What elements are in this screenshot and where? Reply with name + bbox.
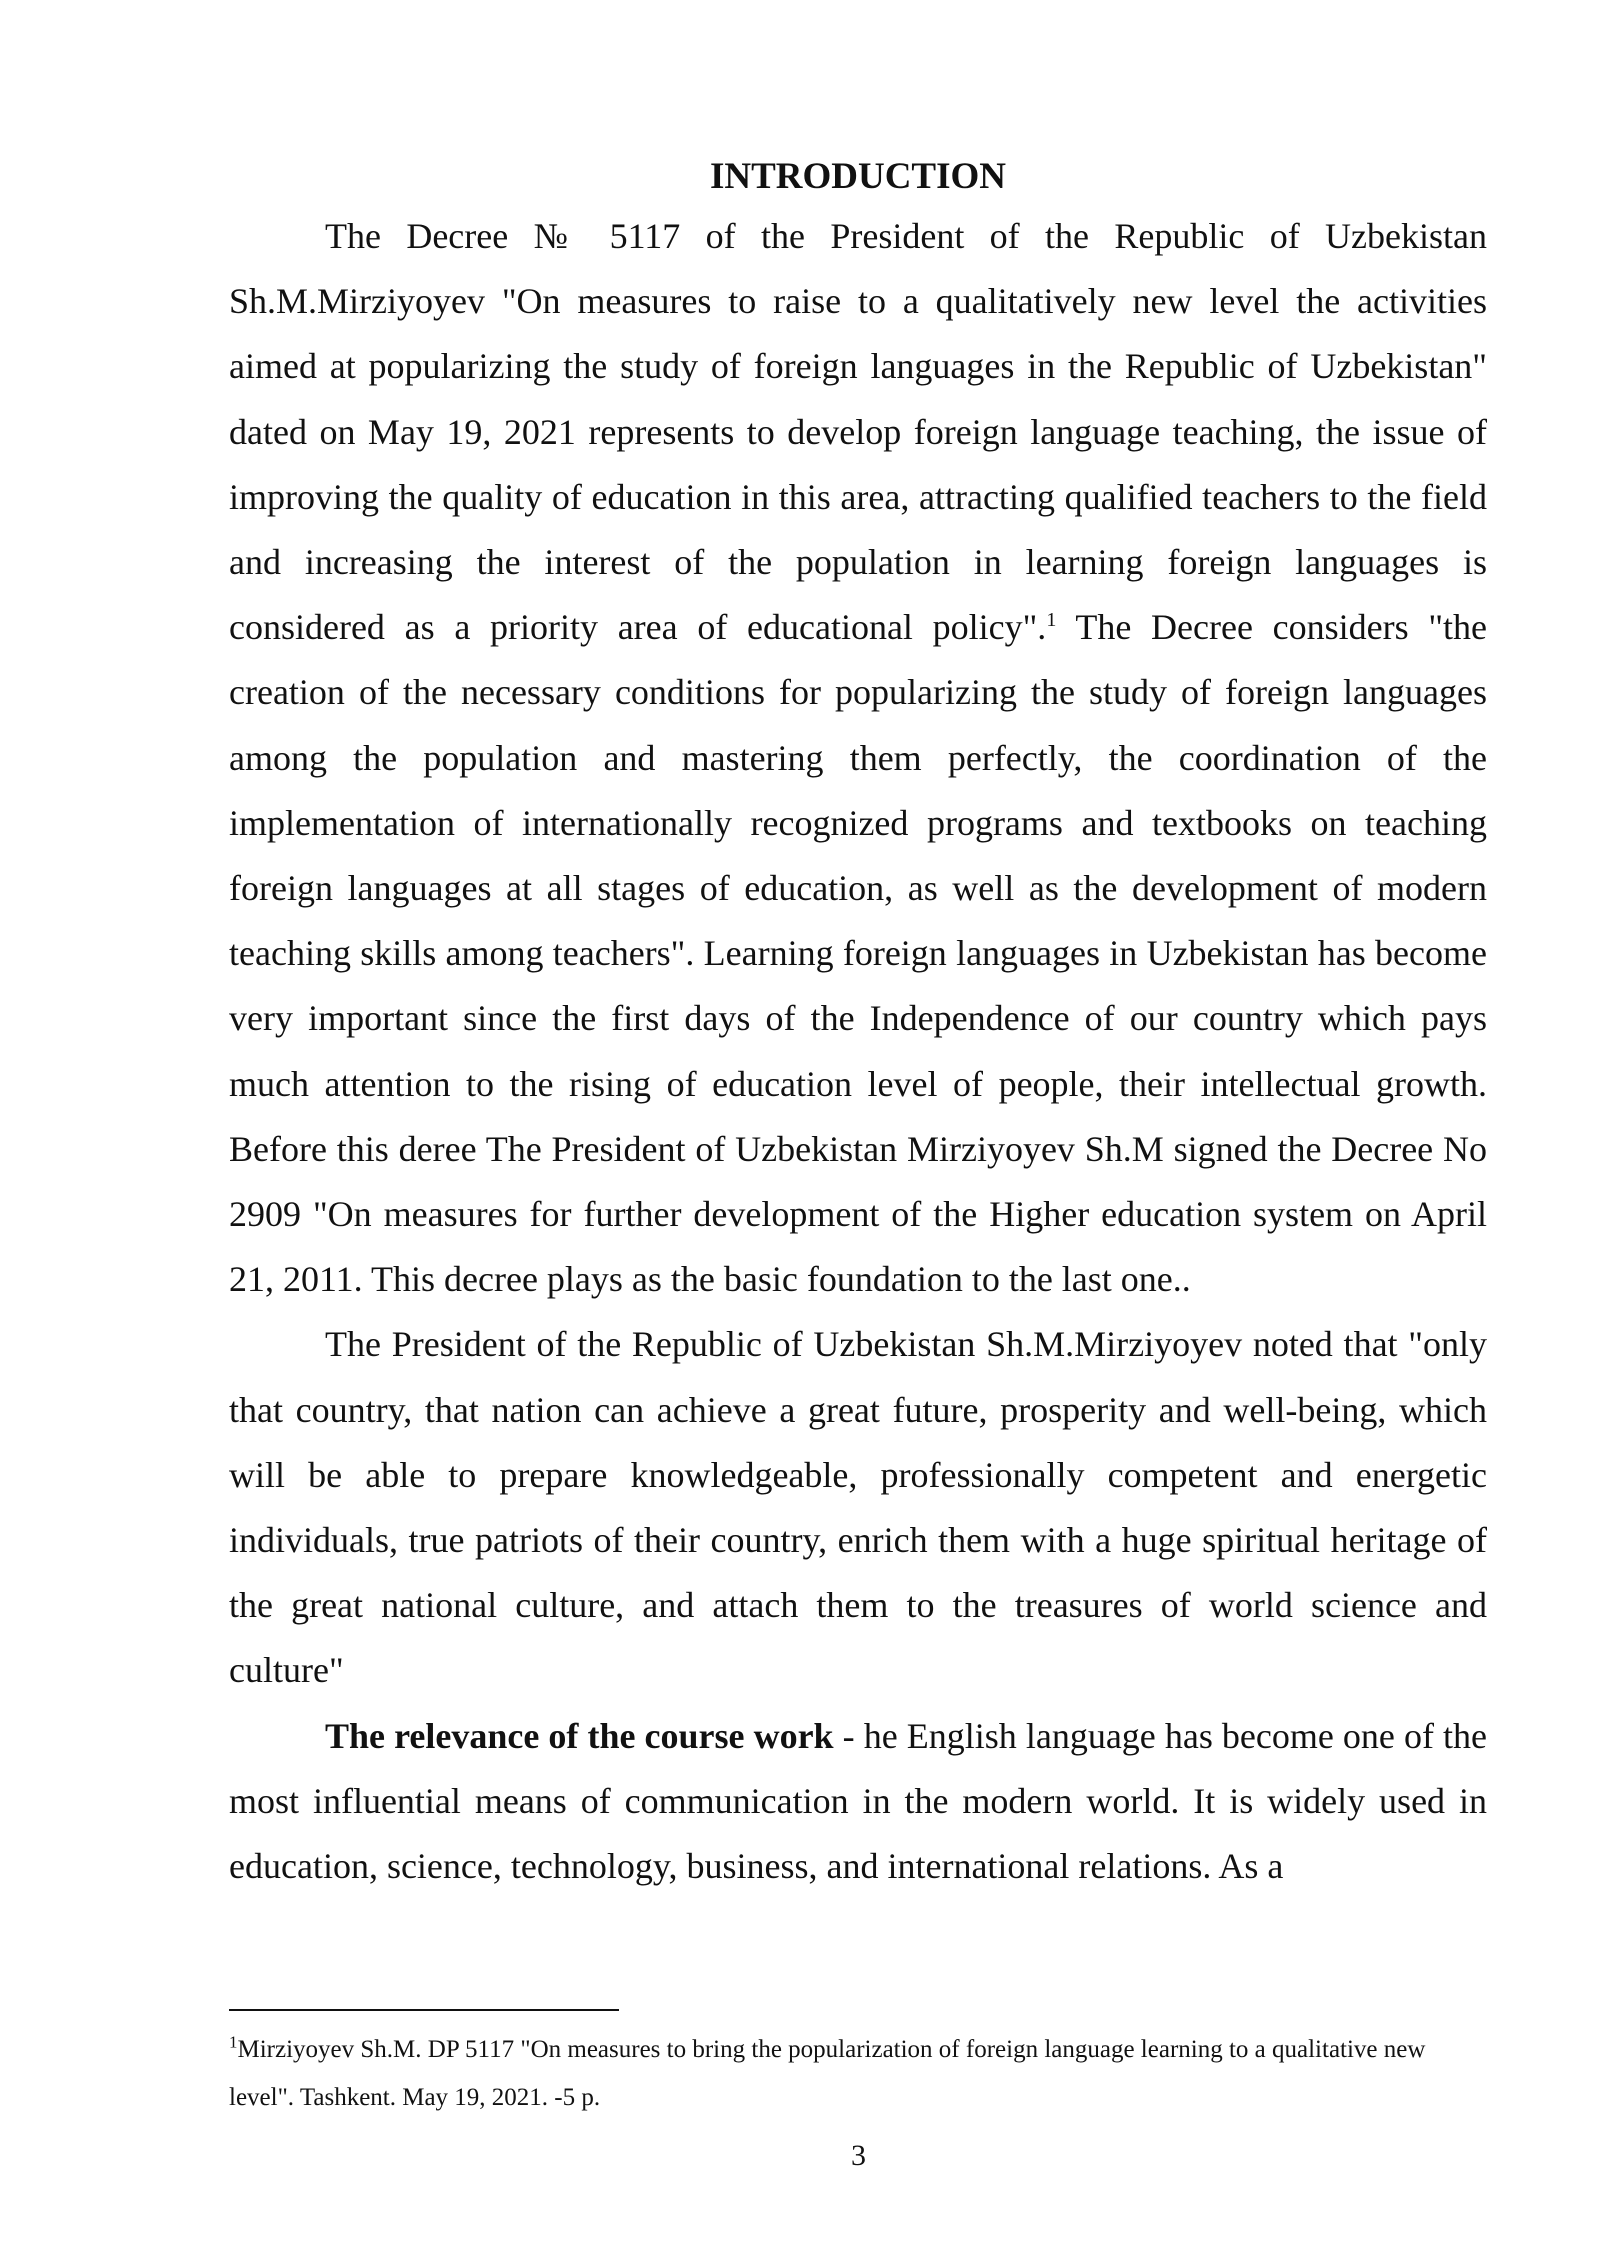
paragraph-decree-5117-text: The Decree № 5117 of the President of the Republic of Uzbekistan Sh.M.Mirziyoyev "On measures to raise to a qualitatively new level the activities aimed at popularizing the study of foreign languages in the Republic of Uzbekistan" dated on May 19, 2021 represents to develop foreign language teaching, the issue of improving the quality of education in this area, attracting qualified teachers to the field and increasing the interest of the population in learning foreign languages is considered as a priority area of educational policy". [229, 216, 1487, 648]
page-body [229, 150, 1487, 1899]
page-number: 3 [851, 2139, 866, 2172]
footnote-divider [229, 2009, 619, 2011]
relevance-text: - he English language has become one of the most influential means of communication in the modern world. It is widely used in education, science, technology, business, and international relations. As a [229, 1715, 1488, 1887]
relevance-heading: The relevance of the course work [325, 1715, 834, 1756]
footnote [229, 2026, 1487, 2122]
paragraph-decree-5117 [229, 204, 1487, 1312]
page-title: INTRODUCTION [709, 156, 1007, 197]
footnote-text: Mirziyoyev Sh.M. DP 5117 "On measures to bring the popularization of foreign language learning to a qualitative new level". Tashkent. May 19, 2021. -5 p. [229, 2036, 1426, 2111]
paragraph-relevance [229, 1704, 1487, 1900]
paragraph-decree-5117-continuation: The Decree considers "the creation of the necessary conditions for popularizing the study of foreign languages among the population and mastering them perfectly, the coordination of the implementation of internationally recognized programs and textbooks on teaching foreign languages at all stages of education, as well as the development of modern teaching skills among teachers". Learning foreign languages in Uzbekistan has become very important since the first days of the Independence of our country which pays much attention to the rising of education level of people, their intellectual growth. Before this deree The President of Uzbekistan Mirziyoyev Sh.M signed the Decree No 2909 "On measures for further development of the Higher education system on April 21, 2011. This decree plays as the basic foundation to the last one.. [229, 607, 1487, 1300]
footnote-marker: 1 [229, 2032, 238, 2052]
paragraph-president-quote: The President of the Republic of Uzbekistan Sh.M.Mirziyoyev noted that "only that country, that nation can achieve a great future, prosperity and well-being, which will be able to prepare knowledgeable, professionally competent and energetic individuals, true patriots of their country, enrich them with a huge spiritual heritage of the great national culture, and attach them to the treasures of world science and culture" [229, 1324, 1487, 1691]
footnote-reference: 1 [1046, 609, 1057, 632]
